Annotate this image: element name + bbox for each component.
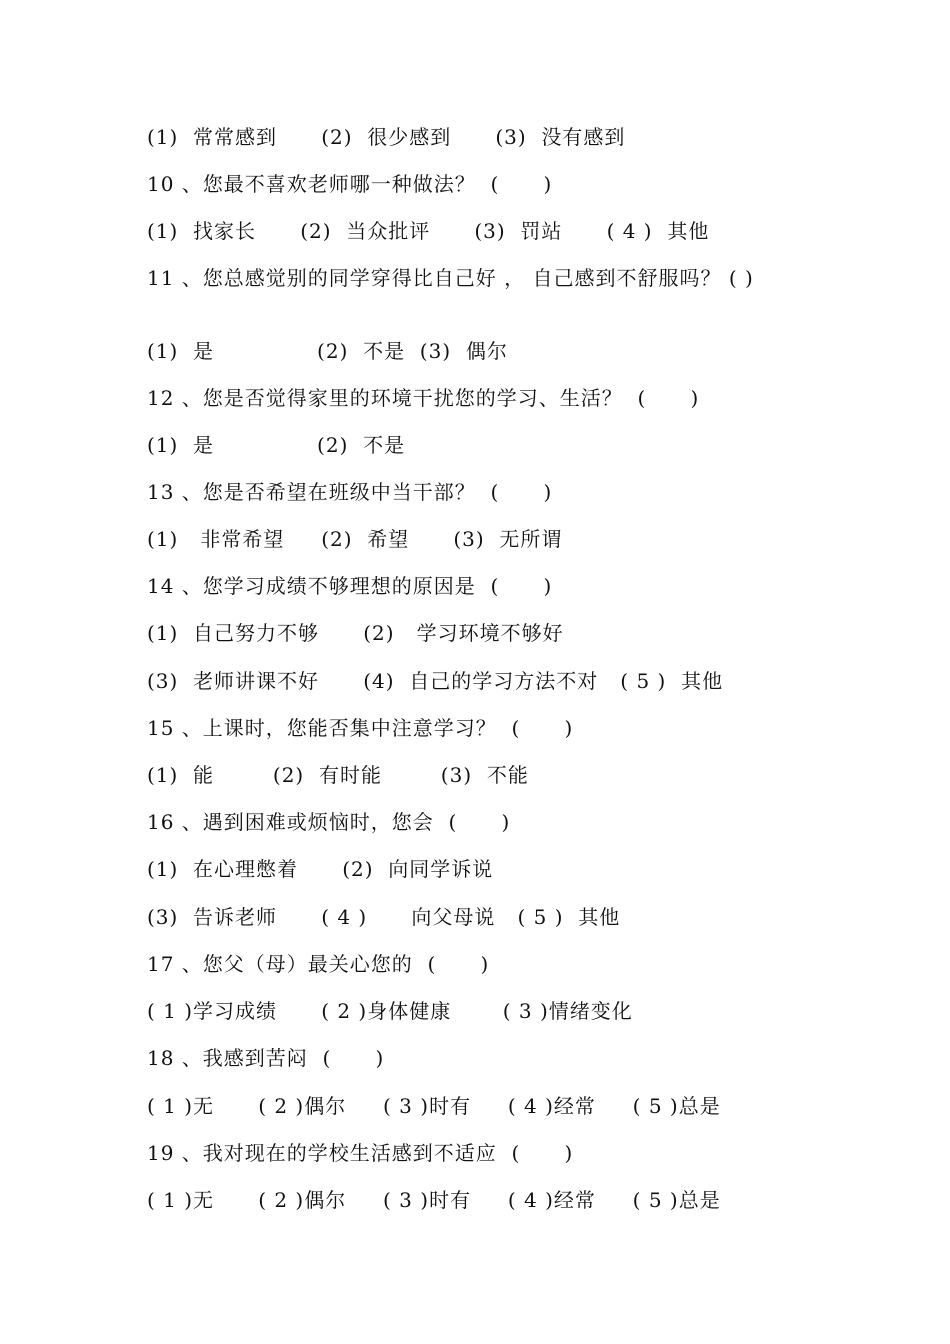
options-line-q16-a: (1) 在心理憋着 (2) 向同学诉说 <box>147 857 494 881</box>
options-line-q11: (1) 是 (2) 不是 (3) 偶尔 <box>147 339 508 363</box>
options-line-q16-b: (3) 告诉老师 ( 4 ) 向父母说 ( 5 ) 其他 <box>147 905 621 929</box>
options-line-q18: ( 1 )无 ( 2 )偶尔 ( 3 )时有 ( 4 )经常 ( 5 )总是 <box>147 1094 721 1118</box>
options-line-q13: (1) 非常希望 (2) 希望 (3) 无所谓 <box>147 527 563 551</box>
options-line-q12: (1) 是 (2) 不是 <box>147 433 406 457</box>
options-line-q14-b: (3) 老师讲课不好 (4) 自己的学习方法不对 ( 5 ) 其他 <box>147 669 724 693</box>
question-17: 17 、您父（母）最关心您的 ( ) <box>147 952 490 976</box>
question-18: 18 、我感到苦闷 ( ) <box>147 1046 385 1070</box>
question-10: 10 、您最不喜欢老师哪一种做法？ ( ) <box>147 172 553 196</box>
question-19: 19 、我对现在的学校生活感到不适应 ( ) <box>147 1141 574 1165</box>
question-14: 14 、您学习成绩不够理想的原因是 ( ) <box>147 574 553 598</box>
question-15: 15 、上课时，您能否集中注意学习？ ( ) <box>147 716 574 740</box>
options-line-q15: (1) 能 (2) 有时能 (3) 不能 <box>147 763 529 787</box>
options-line-q19: ( 1 )无 ( 2 )偶尔 ( 3 )时有 ( 4 )经常 ( 5 )总是 <box>147 1188 721 1212</box>
question-12: 12 、您是否觉得家里的环境干扰您的学习、生活？ ( ) <box>147 386 700 410</box>
question-13: 13 、您是否希望在班级中当干部？ ( ) <box>147 480 553 504</box>
options-line-q14-a: (1) 自己努力不够 (2) 学习环境不够好 <box>147 621 564 645</box>
question-16: 16 、遇到困难或烦恼时，您会 ( ) <box>147 810 511 834</box>
options-line-q10: (1) 找家长 (2) 当众批评 (3) 罚站 ( 4 ) 其他 <box>147 219 710 243</box>
options-line-q9: (1) 常常感到 (2) 很少感到 (3) 没有感到 <box>147 125 626 149</box>
options-line-q17: ( 1 )学习成绩 ( 2 )身体健康 ( 3 )情绪变化 <box>147 999 633 1023</box>
question-11: 11 、您总感觉别的同学穿得比自己好 ， 自己感到不舒服吗？ ( ) <box>147 266 754 290</box>
